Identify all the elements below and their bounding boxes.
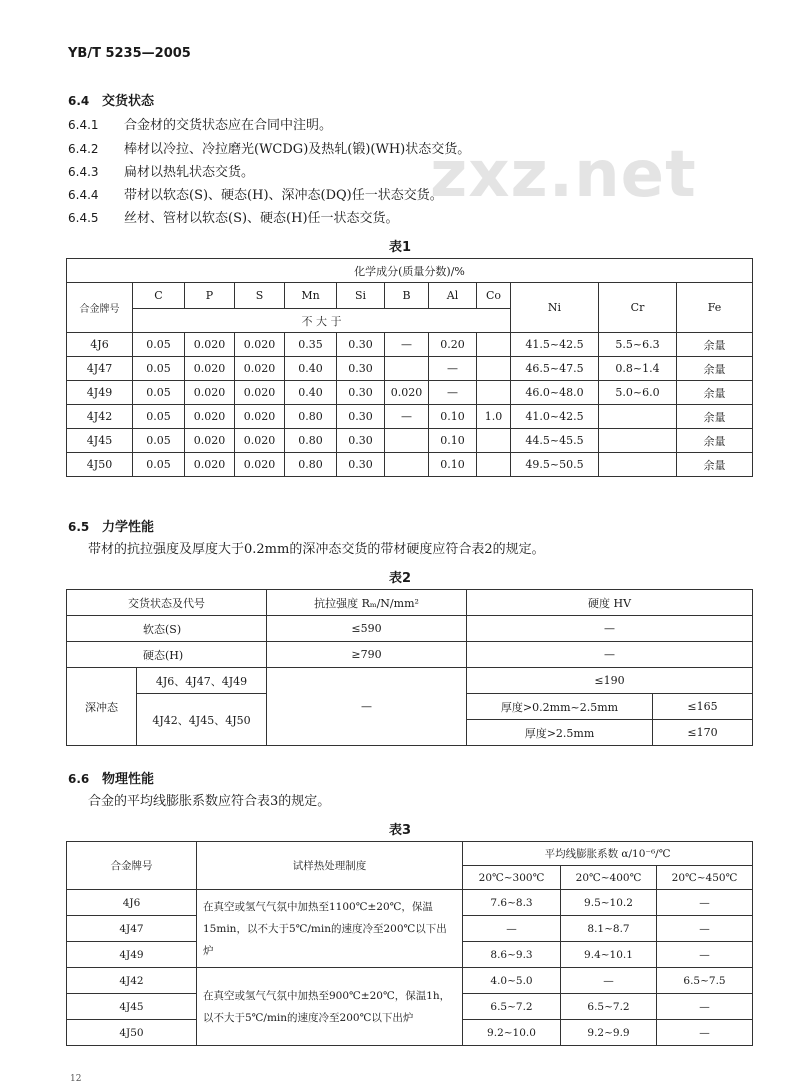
table-row: 4J6 在真空或氢气气氛中加热至1100℃±20℃，保温15min，以不大于5℃/min的速度冷至200℃以下出炉 7.6~8.3 9.5~10.2 —: [67, 890, 753, 916]
table1-col-p: P: [185, 283, 235, 309]
table1-col-si: Si: [337, 283, 385, 309]
section-6-6-text: 合金的平均线膨胀系数应符合表3的规定。: [88, 794, 331, 809]
table-row: 4J50 0.05 0.020 0.020 0.80 0.30 0.10 49.5~50.5 余量: [67, 453, 753, 477]
table2-dq-label: 深冲态: [67, 668, 137, 746]
table1-col-ni: Ni: [511, 283, 599, 333]
table-row: 软态(S) ≤590 —: [67, 616, 753, 642]
table2-header-hv: 硬度 HV: [467, 590, 753, 616]
table3-treatment-1: 在真空或氢气气氛中加热至1100℃±20℃，保温15min，以不大于5℃/min的速度冷至200℃以下出炉: [197, 890, 463, 968]
table3-header-brand: 合金牌号: [67, 842, 197, 890]
table3-treatment-2: 在真空或氢气气氛中加热至900℃±20℃，保温1h，以不大于5℃/min的速度冷至200℃以下出炉: [197, 968, 463, 1046]
section-6-4-heading: 6.4 交货状态: [68, 94, 155, 109]
clause-6-4-2: 6.4.2 棒材以冷拉、冷拉磨光(WCDG)及热轧(锻)(WH)状态交货。: [68, 142, 471, 157]
table-row: 深冲态 4J6、4J47、4J49 — ≤190: [67, 668, 753, 694]
watermark: zxz.net: [430, 138, 697, 212]
clause-6-4-1: 6.4.1 合金材的交货状态应在合同中注明。: [68, 118, 333, 133]
section-6-6-heading: 6.6 物理性能: [68, 772, 155, 787]
table-row: 4J42 0.05 0.020 0.020 0.80 0.30 — 0.10 1.0 41.0~42.5 余量: [67, 405, 753, 429]
table1-col-c: C: [133, 283, 185, 309]
table1-group-header: 化学成分(质量分数)/%: [67, 259, 753, 283]
table-row: 4J49 0.05 0.020 0.020 0.40 0.30 0.020 — 46.0~48.0 5.0~6.0 余量: [67, 381, 753, 405]
table1-limit-note: 不 大 于: [133, 309, 511, 333]
table-row: 硬态(H) ≥790 —: [67, 642, 753, 668]
table1: [66, 258, 753, 477]
table2-header-state: 交货状态及代号: [67, 590, 267, 616]
section-6-5-heading: 6.5 力学性能: [68, 520, 155, 535]
clause-6-4-3: 6.4.3 扁材以热轧状态交货。: [68, 165, 255, 180]
table1-col-al: Al: [429, 283, 477, 309]
table-row: 4J47 0.05 0.020 0.020 0.40 0.30 — 46.5~47.5 0.8~1.4 余量: [67, 357, 753, 381]
table3-header-c3: 20℃~450℃: [657, 866, 753, 890]
table1-col-cr: Cr: [599, 283, 677, 333]
table-row: 4J47 — 8.1~8.7 —: [67, 916, 753, 942]
table-row: 4J42、4J45、4J50 厚度>0.2mm~2.5mm ≤165: [67, 694, 753, 720]
table3-header-c1: 20℃~300℃: [463, 866, 561, 890]
table-row: 4J49 8.6~9.3 9.4~10.1 —: [67, 942, 753, 968]
table1-brand-header: 合金牌号: [67, 283, 133, 333]
table1-col-mn: Mn: [285, 283, 337, 309]
page-number: 12: [70, 1074, 82, 1084]
table1-col-s: S: [235, 283, 285, 309]
table1-col-co: Co: [477, 283, 511, 309]
table3: [66, 841, 753, 1046]
table2-caption: 表2: [388, 571, 412, 586]
table-row: 4J6 0.05 0.020 0.020 0.35 0.30 — 0.20 41.5~42.5 5.5~6.3 余量: [67, 333, 753, 357]
table-row: 4J45 6.5~7.2 6.5~7.2 —: [67, 994, 753, 1020]
table1-col-b: B: [385, 283, 429, 309]
table1-caption: 表1: [388, 240, 412, 255]
table-row: 4J50 9.2~10.0 9.2~9.9 —: [67, 1020, 753, 1046]
table3-header-c2: 20℃~400℃: [561, 866, 657, 890]
table1-col-fe: Fe: [677, 283, 753, 333]
clause-6-4-5: 6.4.5 丝材、管材以软态(S)、硬态(H)任一状态交货。: [68, 211, 399, 226]
table-row: 厚度>2.5mm ≤170: [67, 720, 753, 746]
table2-header-rm: 抗拉强度 Rₘ/N/mm²: [267, 590, 467, 616]
table2: [66, 589, 753, 746]
section-6-5-text: 带材的抗拉强度及厚度大于0.2mm的深冲态交货的带材硬度应符合表2的规定。: [88, 542, 545, 557]
standard-number: YB/T 5235—2005: [68, 46, 191, 61]
table3-caption: 表3: [388, 823, 412, 838]
clause-6-4-4: 6.4.4 带材以软态(S)、硬态(H)、深冲态(DQ)任一状态交货。: [68, 188, 443, 203]
table-row: 4J42 在真空或氢气气氛中加热至900℃±20℃，保温1h，以不大于5℃/min的速度冷至200℃以下出炉 4.0~5.0 — 6.5~7.5: [67, 968, 753, 994]
table3-header-coef: 平均线膨胀系数 α/10⁻⁶/℃: [463, 842, 753, 866]
table-row: 4J45 0.05 0.020 0.020 0.80 0.30 0.10 44.5~45.5 余量: [67, 429, 753, 453]
table3-header-treat: 试样热处理制度: [197, 842, 463, 890]
